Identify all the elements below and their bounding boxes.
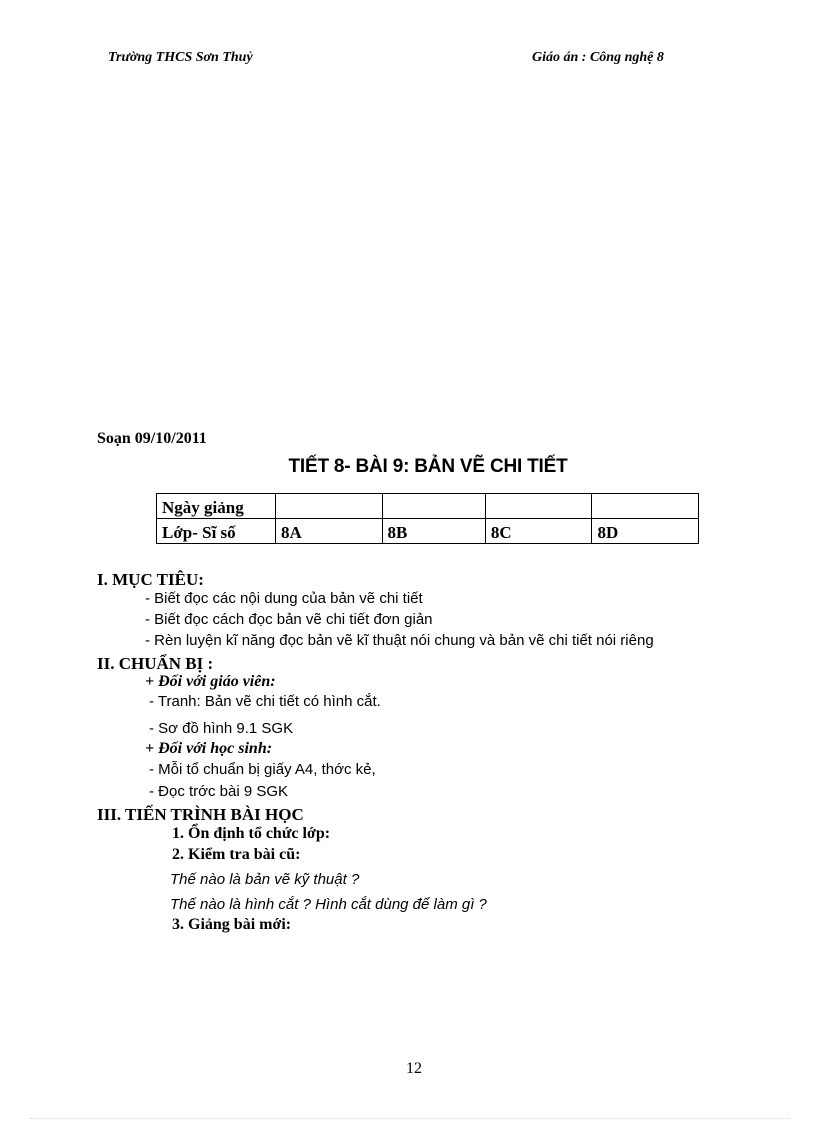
table-cell: 8B: [382, 519, 485, 544]
header-subject: Giáo án : Công nghệ 8: [532, 50, 664, 65]
section-objectives-heading: I. MỤC TIÊU:: [97, 570, 204, 589]
table-row: [157, 519, 699, 544]
table-cell: Ngày giảng: [157, 494, 276, 519]
section-preparation-heading: II. CHUẨN BỊ :: [97, 654, 214, 673]
table-cell: 8A: [276, 519, 383, 544]
table-cell: [485, 494, 592, 519]
objective-item: - Biết đọc cách đọc bản vẽ chi tiết đơn giản: [145, 611, 433, 628]
table-cell: Lớp- Sĩ số: [157, 519, 276, 544]
step-3: 3. Giảng bài mới:: [172, 916, 292, 933]
teacher-item: - Tranh: Bản vẽ chi tiết có hình cắt.: [149, 693, 381, 710]
teacher-item: - Sơ đồ hình 9.1 SGK: [149, 720, 294, 737]
review-question: Thế nào là bản vẽ kỹ thuật ?: [170, 871, 360, 888]
student-item: - Đọc trớc bài 9 SGK: [149, 783, 289, 800]
table-cell: [382, 494, 485, 519]
schedule-table: [156, 493, 699, 544]
step-2: 2. Kiểm tra bài cũ:: [172, 846, 301, 863]
teacher-subheading: + Đối với giáo viên:: [145, 673, 276, 690]
objective-item: - Biết đọc các nội dung của bản vẽ chi tiết: [145, 590, 423, 607]
review-question: Thế nào là hình cắt ? Hình cắt dùng để làm gì ?: [170, 896, 487, 913]
page-divider: [30, 1118, 790, 1119]
prepared-date: Soạn 09/10/2011: [97, 430, 207, 447]
table-cell: 8D: [592, 519, 699, 544]
objective-item: - Rèn luyện kĩ năng đọc bản vẽ kĩ thuật nói chung và bản vẽ chi tiết nói riêng: [145, 632, 654, 649]
table-cell: 8C: [485, 519, 592, 544]
table-cell: [276, 494, 383, 519]
step-1: 1. Ổn định tổ chức lớp:: [172, 825, 331, 842]
lesson-title: TIẾT 8- BÀI 9: BẢN VẼ CHI TIẾT: [288, 456, 568, 477]
section-process-heading: III. TIẾN TRÌNH BÀI HỌC: [97, 805, 304, 824]
student-subheading: + Đối với học sinh:: [145, 740, 273, 757]
header-school: Trường THCS Sơn Thuỷ: [108, 50, 253, 65]
table-cell: [592, 494, 699, 519]
page-number: 12: [406, 1060, 422, 1077]
table-row: [157, 494, 699, 519]
student-item: - Mỗi tổ chuẩn bị giấy A4, thớc kẻ,: [149, 761, 376, 778]
